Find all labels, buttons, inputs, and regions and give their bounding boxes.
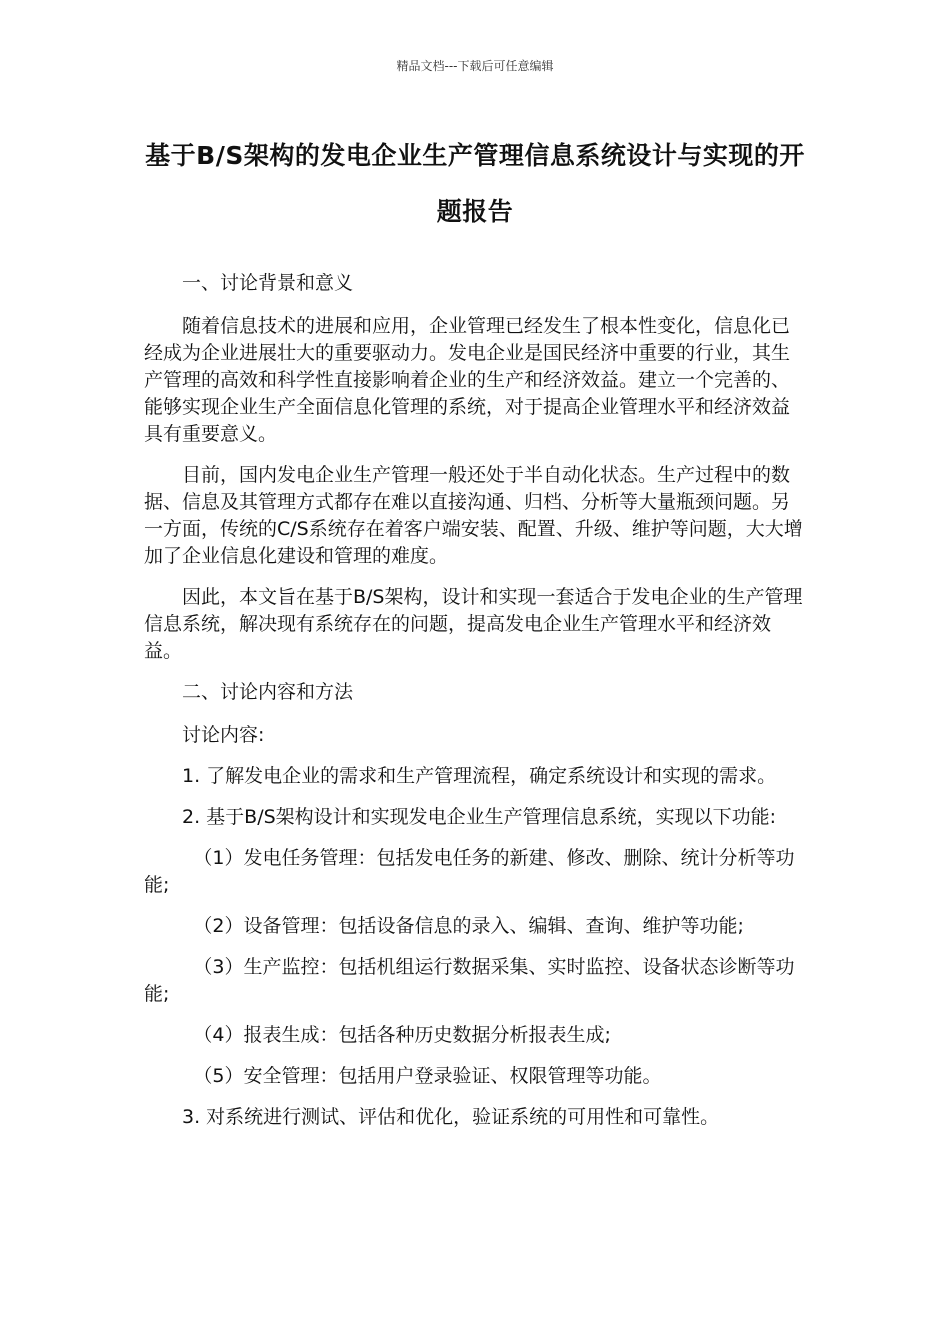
section-2-heading: 二、讨论内容和方法 — [182, 681, 354, 703]
section-1-paragraph-2: 目前，国内发电企业生产管理一般还处于半自动化状态。生产过程中的数据、信息及其管理方式都存在难以直接沟通、归档、分析等大量瓶颈问题。另一方面，传统的C/S系统存在着客户端安装、配置、升级、维护等问题，大大增加了企业信息化建设和管理的难度。 — [144, 464, 803, 567]
list-item-2: 2. 基于B/S架构设计和实现发电企业生产管理信息系统，实现以下功能: — [182, 806, 777, 828]
header-note: 精品文档---下载后可任意编辑 — [396, 59, 554, 73]
document-body — [144, 270, 806, 1145]
sub-item-5: （5）安全管理：包括用户登录验证、权限管理等功能。 — [193, 1065, 662, 1087]
list-item-3: 3. 对系统进行测试、评估和优化，验证系统的可用性和可靠性。 — [182, 1106, 720, 1128]
sub-item-4: （4）报表生成：包括各种历史数据分析报表生成; — [193, 1024, 611, 1046]
sub-item-2: （2）设备管理：包括设备信息的录入、编辑、查询、维护等功能; — [193, 915, 744, 937]
section-2-content-label: 讨论内容: — [182, 724, 265, 746]
sub-item-3: （3）生产监控：包括机组运行数据采集、实时监控、设备状态诊断等功能; — [144, 956, 795, 1005]
sub-item-1: （1）发电任务管理：包括发电任务的新建、修改、删除、统计分析等功能; — [144, 847, 795, 896]
section-1-paragraph-3: 因此，本文旨在基于B/S架构，设计和实现一套适合于发电企业的生产管理信息系统，解决现有系统存在的问题，提高发电企业生产管理水平和经济效益。 — [144, 586, 803, 662]
list-item-1: 1. 了解发电企业的需求和生产管理流程，确定系统设计和实现的需求。 — [182, 765, 777, 787]
document-title: 基于B/S架构的发电企业生产管理信息系统设计与实现的开题报告 — [145, 141, 805, 226]
section-1-paragraph-1: 随着信息技术的进展和应用，企业管理已经发生了根本性变化，信息化已经成为企业进展壮大的重要驱动力。发电企业是国民经济中重要的行业，其生产管理的高效和科学性直接影响着企业的生产和经济效益。建立一个完善的、能够实现企业生产全面信息化管理的系统，对于提高企业管理水平和经济效益具有重要意义。 — [144, 315, 791, 445]
section-1-heading: 一、讨论背景和意义 — [182, 272, 354, 294]
